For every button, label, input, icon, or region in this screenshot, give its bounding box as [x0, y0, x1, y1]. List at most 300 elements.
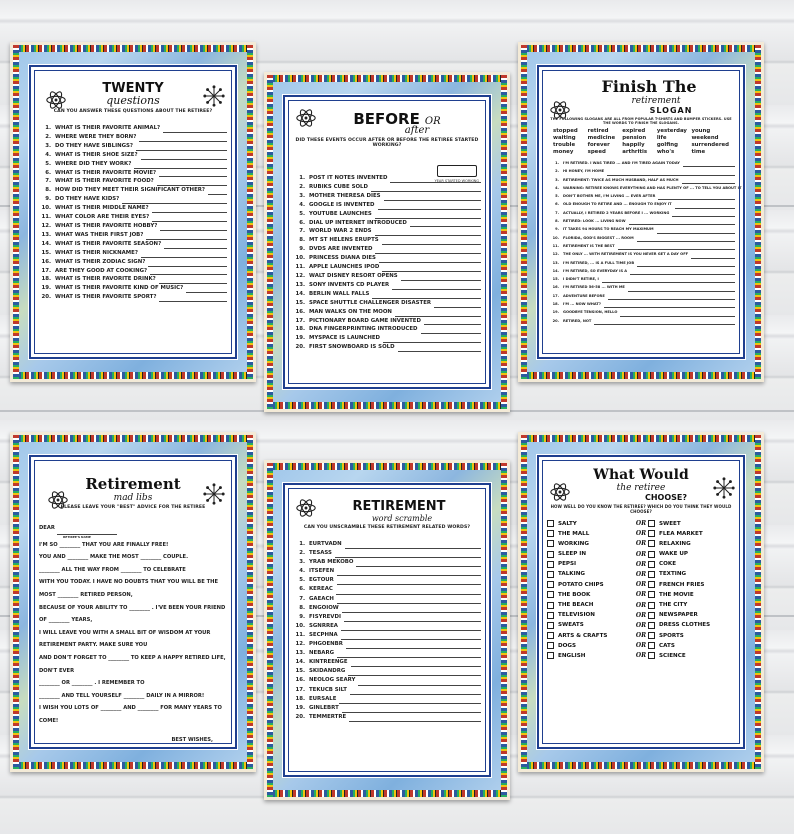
- checkbox-icon[interactable]: [648, 602, 655, 609]
- year-started-label: YEAR STARTED WORKING: [434, 179, 479, 183]
- name-blank[interactable]: [57, 529, 117, 535]
- item-text: TEMMERTRE: [309, 713, 347, 720]
- item-text: WHAT IS THEIR FAVORITE KIND OF MUSIC?: [55, 285, 184, 292]
- choice-label: SPORTS: [659, 632, 684, 639]
- checkbox-icon[interactable]: [648, 540, 655, 547]
- checkbox-icon[interactable]: [648, 612, 655, 619]
- atom-icon: [295, 107, 317, 129]
- checkbox-icon[interactable]: [547, 540, 554, 547]
- event-list: [293, 174, 481, 352]
- checkbox-icon[interactable]: [547, 571, 554, 578]
- word-bank-item: who's: [656, 149, 675, 155]
- event-row: [293, 254, 481, 263]
- checkbox-icon[interactable]: [648, 652, 655, 659]
- question-row: [39, 142, 227, 151]
- word-bank-item: golfing: [656, 142, 678, 148]
- slogan-row: [547, 217, 735, 225]
- worksheet-finish-slogan: [537, 65, 745, 359]
- item-text: I'M RETIRED, SO EVERYDAY IS A: [563, 268, 628, 273]
- answer-line[interactable]: [672, 211, 735, 217]
- checkbox-icon[interactable]: [648, 561, 655, 568]
- madlib-line: AND DON'T FORGET TO ________ TO KEEP A HAPPY RETIRED LIFE, DON'T EVER: [39, 654, 226, 674]
- event-row: [293, 227, 481, 236]
- or-label: OR: [635, 530, 647, 538]
- answer-line[interactable]: [337, 598, 481, 604]
- answer-line[interactable]: [392, 284, 481, 290]
- scramble-row: [293, 704, 481, 713]
- answer-line[interactable]: [342, 707, 481, 713]
- madlib-body: [39, 539, 227, 728]
- item-text: DO THEY HAVE KIDS?: [55, 196, 120, 203]
- choice-label: SWEATS: [558, 622, 584, 629]
- answer-line[interactable]: [608, 294, 735, 300]
- item-text: WHAT IS THEIR FAVORITE HOBBY?: [55, 222, 158, 229]
- answer-line[interactable]: [337, 570, 481, 576]
- item-text: FISYREVDI: [309, 613, 341, 620]
- card-title: TWENTY: [102, 81, 164, 96]
- checkbox-icon[interactable]: [547, 642, 554, 649]
- item-text: SONY INVENTS CD PLAYER: [309, 281, 390, 288]
- item-number: 6.: [45, 169, 51, 176]
- item-text: MOTHER THERESA DIES: [309, 192, 381, 199]
- answer-line[interactable]: [139, 136, 227, 142]
- worksheet-mad-libs: [29, 455, 237, 749]
- answer-line[interactable]: [421, 328, 482, 334]
- word-bank-item: money: [553, 149, 574, 155]
- word-bank-item: pension: [622, 135, 647, 141]
- word-bank-item: waiting: [553, 135, 576, 141]
- item-text: DON'T BOTHER ME, I'M LIVING ... EVER AFTER: [563, 194, 656, 199]
- choice-option[interactable]: [547, 581, 634, 588]
- or-label: OR: [635, 540, 647, 548]
- item-text: EURTVADN: [309, 541, 342, 547]
- event-row: [293, 343, 481, 352]
- choice-option[interactable]: [547, 551, 634, 558]
- choice-option[interactable]: [648, 520, 735, 527]
- choice-option[interactable]: [648, 642, 735, 649]
- or-label: OR: [635, 642, 647, 650]
- choice-option[interactable]: [648, 530, 735, 537]
- answer-line[interactable]: [141, 154, 227, 160]
- card-subtitle: SLOGAN: [649, 106, 693, 115]
- choice-option[interactable]: [547, 622, 634, 629]
- choice-option[interactable]: [547, 591, 634, 598]
- answer-line[interactable]: [604, 302, 735, 308]
- answer-line[interactable]: [382, 239, 481, 245]
- word-bank: [553, 128, 729, 156]
- checkbox-icon[interactable]: [648, 571, 655, 578]
- event-row: [293, 192, 481, 201]
- event-row: [293, 281, 481, 290]
- answer-line[interactable]: [344, 616, 481, 622]
- or-label: OR: [635, 601, 647, 609]
- question-row: [39, 213, 227, 222]
- answer-line[interactable]: [141, 252, 227, 258]
- item-number: 18.: [295, 695, 305, 702]
- answer-line[interactable]: [159, 296, 227, 302]
- item-text: FLORIDA, GOD'S BIGGEST ... ROOM: [563, 235, 634, 240]
- checkbox-icon[interactable]: [648, 551, 655, 558]
- checkbox-icon[interactable]: [547, 530, 554, 537]
- checkbox-icon[interactable]: [547, 551, 554, 558]
- or-label: OR: [635, 611, 647, 619]
- item-number: 20.: [295, 713, 305, 720]
- item-text: I'M RETIRED 56-58 ... WITH ME: [563, 285, 625, 290]
- checkbox-icon[interactable]: [547, 632, 554, 639]
- answer-line[interactable]: [375, 248, 481, 254]
- worksheet-before-or-after: [283, 95, 491, 389]
- worksheet-what-would-choose: [537, 455, 745, 749]
- choice-option[interactable]: [547, 652, 634, 659]
- question-row: [39, 222, 227, 231]
- atom-icon: [45, 89, 67, 111]
- item-number: 7.: [45, 178, 51, 185]
- answer-line[interactable]: [351, 661, 481, 667]
- answer-line[interactable]: [683, 161, 735, 167]
- starburst-icon: [203, 85, 225, 107]
- answer-line[interactable]: [152, 216, 227, 222]
- choice-option[interactable]: [547, 561, 634, 568]
- starburst-icon: [713, 477, 735, 499]
- checkbox-icon[interactable]: [648, 520, 655, 527]
- slogan-row: [547, 167, 735, 175]
- madlib-line: I WILL LEAVE YOU WITH A SMALL BIT OF WISDOM AT YOUR RETIREMENT PARTY. MAKE SURE YOU: [39, 629, 211, 649]
- choice-label: DRESS CLOTHES: [659, 622, 711, 629]
- item-text: I'M ... NOW WHAT?: [563, 302, 601, 307]
- choice-label: FLEA MARKET: [659, 530, 703, 537]
- item-number: 17.: [41, 267, 51, 274]
- card-finish-slogan: [518, 42, 764, 382]
- item-text: PRINCESS DIANA DIES: [309, 255, 376, 262]
- item-number: 10.: [41, 205, 51, 212]
- answer-line[interactable]: [356, 561, 481, 567]
- choice-option[interactable]: [547, 632, 634, 639]
- item-text: HOW DID THEY MEET THEIR SIGNIFICANT OTHER?: [55, 187, 206, 194]
- item-text: DNA FINGERPRINTING INTRODUCED: [309, 326, 418, 333]
- item-number: 10.: [552, 235, 559, 240]
- word-bank-item: surrendered: [691, 142, 729, 148]
- item-number: 14.: [295, 290, 305, 297]
- answer-line[interactable]: [637, 236, 735, 242]
- answer-line[interactable]: [346, 643, 481, 649]
- item-text: EGTOUR: [309, 577, 334, 584]
- item-text: DO THEY HAVE SIBLINGS?: [55, 142, 134, 149]
- item-text: YOUTUBE LAUNCHES: [309, 210, 372, 217]
- item-number: 19.: [295, 704, 305, 711]
- choice-option[interactable]: [648, 652, 735, 659]
- card-word-scramble: [264, 460, 510, 800]
- checkbox-icon[interactable]: [648, 591, 655, 598]
- choice-grid: [547, 520, 735, 659]
- item-number: 14.: [295, 659, 305, 666]
- event-row: [293, 325, 481, 334]
- answer-line[interactable]: [341, 634, 481, 640]
- answer-line[interactable]: [384, 195, 481, 201]
- item-number: 19.: [41, 285, 51, 292]
- checkbox-icon[interactable]: [648, 530, 655, 537]
- item-number: 7.: [299, 228, 305, 235]
- choice-option[interactable]: [648, 561, 735, 568]
- answer-line[interactable]: [349, 716, 481, 722]
- item-number: 15.: [41, 249, 51, 256]
- answer-line[interactable]: [150, 269, 227, 275]
- answer-line[interactable]: [345, 543, 481, 549]
- answer-line[interactable]: [657, 228, 735, 234]
- answer-line[interactable]: [424, 319, 481, 325]
- choice-option[interactable]: [648, 602, 735, 609]
- item-number: 13.: [295, 281, 305, 288]
- choice-option[interactable]: [648, 632, 735, 639]
- card-subtitle: word scramble: [371, 514, 433, 523]
- item-number: 3.: [299, 559, 305, 566]
- question-row: [39, 275, 227, 284]
- item-text: I'M RETIRED. I WAS TIRED ... AND I'M TIRED AGAIN TODAY: [563, 161, 680, 165]
- word-bank-item: stopped: [553, 128, 578, 134]
- item-text: WHAT IS THEIR ZODIAC SIGN?: [55, 258, 146, 265]
- word-bank-item: arthritis: [622, 149, 648, 155]
- choice-option[interactable]: [648, 612, 735, 619]
- item-text: WHAT IS THEIR SHOE SIZE?: [55, 151, 138, 158]
- slogan-list: [547, 159, 742, 325]
- answer-line[interactable]: [371, 186, 481, 192]
- item-text: I'M RETIRED, ... IS A FULL TIME JOB: [563, 260, 635, 265]
- or-label: OR: [635, 652, 647, 660]
- checkbox-icon[interactable]: [547, 591, 554, 598]
- item-text: WORLD WAR 2 ENDS: [309, 228, 372, 235]
- scramble-row: [293, 658, 481, 667]
- item-number: 8.: [555, 219, 559, 224]
- dear-hint: RETIREE'S NAME: [63, 534, 91, 539]
- card-script: the retiree: [616, 483, 666, 493]
- item-number: 14.: [41, 240, 51, 247]
- madlib-line: ________ AND TELL YOURSELF ________ DAILY IN A MIRROR!: [39, 692, 205, 699]
- answer-line[interactable]: [342, 607, 481, 613]
- item-number: 13.: [295, 650, 305, 657]
- card-title: BEFORE: [353, 110, 420, 128]
- checkbox-icon[interactable]: [547, 561, 554, 568]
- checkbox-icon[interactable]: [547, 520, 554, 527]
- choice-option[interactable]: [648, 551, 735, 558]
- item-text: SGNRREA: [309, 622, 338, 629]
- madlib-line: BECAUSE OF YOUR ABILITY TO ________ . I'VE BEEN YOUR FRIEND OF ________ YEARS,: [39, 604, 226, 624]
- answer-line[interactable]: [358, 680, 481, 686]
- scramble-row: [293, 695, 481, 704]
- slogan-row: [547, 259, 735, 267]
- choice-option[interactable]: [648, 622, 735, 629]
- answer-line[interactable]: [379, 257, 481, 263]
- item-number: 1.: [45, 125, 51, 131]
- answer-line[interactable]: [208, 189, 227, 195]
- atom-icon: [549, 99, 571, 121]
- madlib-line: I'M SO ________ THAT YOU ARE FINALLY FREE!: [39, 541, 169, 548]
- year-started-box[interactable]: [437, 165, 477, 177]
- checkbox-icon[interactable]: [648, 622, 655, 629]
- word-bank-item: time: [691, 149, 706, 155]
- atom-icon: [549, 481, 571, 503]
- item-text: WHAT IS THEIR FAVORITE FOOD?: [55, 178, 154, 185]
- choice-label: NEWSPAPER: [659, 612, 698, 619]
- item-text: IT TAKES 94 HOURS TO REACH MY MAXIMUM: [563, 227, 654, 232]
- item-text: WHERE WERE THEY BORN?: [55, 133, 137, 140]
- slogan-row: [547, 275, 735, 283]
- item-number: 20.: [41, 294, 51, 301]
- slogan-row: [547, 292, 735, 300]
- item-text: SPACE SHUTTLE CHALLENGER DISASTER: [309, 299, 432, 306]
- answer-line[interactable]: [164, 243, 227, 249]
- card-title: What Would: [593, 467, 689, 483]
- choice-label: COKE: [659, 561, 677, 568]
- choice-label: SWEET: [659, 520, 681, 527]
- choice-option[interactable]: [547, 642, 634, 649]
- question-row: [39, 267, 227, 276]
- item-number: 15.: [295, 299, 305, 306]
- answer-line[interactable]: [337, 579, 481, 585]
- item-text: WALT DISNEY RESORT OPENS: [309, 272, 398, 279]
- item-text: DIAL UP INTERNET INTRODUCED: [309, 219, 407, 226]
- card-before-or-after: [264, 72, 510, 412]
- answer-line[interactable]: [336, 589, 481, 595]
- item-number: 6.: [299, 219, 305, 226]
- answer-line[interactable]: [148, 261, 227, 267]
- event-row: [293, 317, 481, 326]
- item-number: 1.: [299, 541, 305, 547]
- item-number: 18.: [552, 302, 559, 307]
- slogan-row: [547, 159, 735, 167]
- after-label: after: [404, 125, 430, 136]
- item-text: GINLEBRT: [309, 704, 339, 711]
- answer-line[interactable]: [398, 346, 481, 352]
- item-text: SECPHNA: [309, 631, 338, 638]
- answer-line[interactable]: [160, 225, 227, 231]
- answer-line[interactable]: [348, 670, 481, 676]
- item-text: SKIDANDRG: [309, 668, 346, 675]
- answer-line[interactable]: [375, 230, 481, 236]
- event-row: [293, 308, 481, 317]
- choice-option[interactable]: [547, 530, 634, 537]
- item-number: 3.: [299, 192, 305, 199]
- item-number: 4.: [299, 568, 305, 575]
- closing-label: BEST WISHES,: [171, 736, 213, 743]
- item-number: 18.: [41, 276, 51, 283]
- item-text: WHERE DID THEY WORK?: [55, 160, 132, 167]
- item-number: 9.: [45, 196, 51, 203]
- answer-line[interactable]: [637, 261, 735, 267]
- event-row: [293, 245, 481, 254]
- checkbox-icon[interactable]: [648, 642, 655, 649]
- choice-option[interactable]: [648, 581, 735, 588]
- slogan-row: [547, 267, 735, 275]
- question-row: [39, 240, 227, 249]
- instructions: CAN YOU ANSWER THESE QUESTIONS ABOUT THE RETIREE?: [53, 109, 213, 114]
- answer-line[interactable]: [594, 319, 735, 325]
- scramble-row: [293, 549, 481, 558]
- scramble-row: [293, 567, 481, 576]
- checkbox-icon[interactable]: [547, 622, 554, 629]
- choice-option[interactable]: [648, 571, 735, 578]
- checkbox-icon[interactable]: [547, 581, 554, 588]
- answer-line[interactable]: [337, 652, 481, 658]
- choice-option[interactable]: [547, 612, 634, 619]
- answer-line[interactable]: [339, 698, 481, 704]
- answer-line[interactable]: [401, 275, 481, 281]
- answer-line[interactable]: [335, 552, 481, 558]
- choice-option[interactable]: [547, 602, 634, 609]
- item-number: 12.: [552, 252, 559, 257]
- answer-line[interactable]: [383, 337, 481, 343]
- answer-line[interactable]: [152, 207, 227, 213]
- answer-line[interactable]: [620, 311, 735, 317]
- item-text: RETIRED: LOOK ... LIVING NOW: [563, 219, 626, 224]
- checkbox-icon[interactable]: [547, 652, 554, 659]
- dear-line: [39, 522, 227, 539]
- scramble-row: [293, 540, 481, 549]
- item-number: 2.: [299, 183, 305, 190]
- checkbox-icon[interactable]: [648, 581, 655, 588]
- card-title: RETIREMENT: [352, 499, 446, 514]
- worksheet-twenty-questions: [29, 65, 237, 359]
- answer-line[interactable]: [630, 269, 735, 275]
- answer-line[interactable]: [378, 204, 482, 210]
- checkbox-icon[interactable]: [547, 612, 554, 619]
- item-number: 4.: [299, 201, 305, 208]
- item-number: 15.: [552, 277, 559, 282]
- choice-option[interactable]: [648, 591, 735, 598]
- answer-line[interactable]: [434, 302, 481, 308]
- choice-option[interactable]: [648, 540, 735, 547]
- slogan-row: [547, 184, 742, 192]
- event-row: [293, 236, 481, 245]
- scramble-row: [293, 667, 481, 676]
- card-script: retirement: [631, 96, 681, 106]
- answer-line[interactable]: [691, 253, 735, 259]
- choice-label: DOGS: [558, 642, 577, 649]
- choice-label: THE BOOK: [558, 591, 591, 598]
- choice-option[interactable]: [547, 540, 634, 547]
- question-row: [39, 133, 227, 142]
- checkbox-icon[interactable]: [648, 632, 655, 639]
- item-number: 11.: [41, 214, 51, 221]
- item-number: 7.: [299, 595, 305, 602]
- slogan-row: [547, 300, 735, 308]
- item-text: BERLIN WALL FALLS: [309, 290, 370, 297]
- answer-line[interactable]: [341, 625, 481, 631]
- choice-option[interactable]: [547, 571, 634, 578]
- item-text: MAN WALKS ON THE MOON: [309, 308, 392, 315]
- or-label: OR: [635, 632, 647, 640]
- choice-label: PEPSI: [558, 561, 577, 568]
- item-number: 11.: [295, 264, 305, 271]
- item-text: DVDS ARE INVENTED: [309, 246, 373, 253]
- answer-line[interactable]: [159, 171, 227, 177]
- checkbox-icon[interactable]: [547, 602, 554, 609]
- slogan-row: [547, 209, 735, 217]
- answer-line[interactable]: [675, 203, 735, 209]
- question-row: [39, 231, 227, 240]
- answer-line[interactable]: [136, 145, 227, 151]
- choice-option[interactable]: [547, 520, 634, 527]
- answer-line[interactable]: [163, 127, 227, 133]
- card-title: Retirement: [85, 475, 181, 493]
- item-number: 5.: [45, 160, 51, 167]
- answer-line[interactable]: [410, 221, 481, 227]
- item-text: HI HONEY, I'M HOME: [563, 169, 605, 174]
- question-row: [39, 186, 227, 195]
- answer-line[interactable]: [186, 287, 227, 293]
- answer-line[interactable]: [350, 689, 481, 695]
- item-number: 6.: [299, 586, 305, 593]
- answer-line[interactable]: [628, 286, 735, 292]
- item-number: 10.: [295, 255, 305, 262]
